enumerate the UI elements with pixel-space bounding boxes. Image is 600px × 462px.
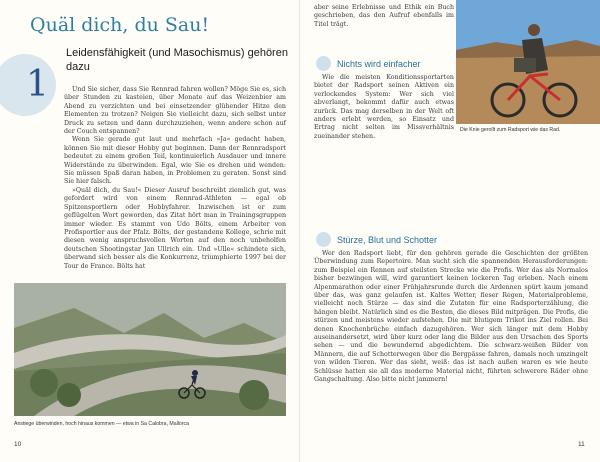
section1-text-wide [314,158,588,226]
desert-cyclist-photo [456,0,600,124]
right-photo-caption: Die Knie gerollt zum Radsport wie das Rad. [460,127,561,133]
intro-paragraph: »Quäl dich, du Sau!« Dieser Ausruf beschreibt ziemlich gut, was gefordert wird von einem Rennrad-Athleten — egal ob Spitzensportlern oder Hobbyfahrer. Inzwischen ist er zum geflügelten Wort geworden, das Zitat hört man in Trainingsgruppen immer wieder. Es stammt von Udo Bölts, einem Arbeiter von Profisportler aus der Pfalz. Bölts, der gestandene Kollege, schrie mit diesen wenig anspruchsvollen Worten auf den noch unbeholfen deutschen Shootingstar Jan Ullrich ein. Und »Ulle« schindete sich, überwand sich besser als die Konkurrenz, triumphierte 1997 bei der Tour de France. Bölts hat [64,186,286,270]
section-marker-icon [316,232,331,247]
desert-bike-image [456,0,600,124]
page-number-left: 10 [14,441,22,448]
section-heading-crashes: Stürze, Blut und Schotter [316,232,437,247]
chapter-title: Quäl dich, du Sau! [30,14,210,36]
chapter-number: 1 [26,64,49,105]
mountain-road-image [14,283,286,416]
left-photo-caption: Anstiege überwinden, hoch hinaus kommen — etwa in Sa Calobra, Mallorca [14,421,190,427]
chapter-subheading: Leidensfähigkeit (und Masochismus) gehören dazu [66,47,288,73]
cyclist-road-photo [14,283,286,416]
section-marker-icon [316,56,331,71]
section1-text-narrow: Wie die meisten Konditionssportarten bietet der Radsport seinen Aktiven ein verlockendes System: Wer sich viel abverlangt, bekommt dafür auch etwas zurück. Das mag derselben in der Welt oft anders erlebt werden, so Einsatz und Ertrag nicht selten im Missverhältnis zueinander stehen. [314,74,454,140]
top-paragraph: aber seine Erlebnisse und Ethik ein Buch geschrieben, das den Aufruf ebenfalls im Titel trägt. [314,4,454,28]
intro-paragraph: Und Sie sicher, dass Sie Rennrad fahren wollen? Möge Sie es, sich über Stunden zu kasteien, über Monate auf das Weizenbier am Abend zu verzichten und bei einsetzender glühender Hitze den Elementen zu trotzen? Neigen Sie vielleicht dazu, sich selbst unter Druck zu setzen und dann durchzuziehen, wenn andere schon auf der Couch entspannen? [64,86,286,136]
section-heading-easier: Nichts wird einfacher [316,56,421,71]
right-page [300,0,600,462]
page-number-right: 11 [578,441,585,448]
section2-text: Wer den Radsport liebt, für den gehören gerade die Geschichten der größten Überwindung zum Repertoire. Man sucht sich die spannenden Herausforderungen: zum Beispiel ein Rennen auf steilsten Strecke wie die Profis. Wer das als Normalos bisher bezwingen will, wird garantiert keinen lockeren Tag erleben. Nach einem Alpenmarathon oder einer Frühjahrsrunde durch die Ardennen spürt kaum jemand über das, was ganz gelaufen ist. Kaltes Wetter, fieser Regen, Materialprobleme, vielleicht noch Stürze — das sind die Zutaten für eine Radsporterzählung, die hängen bleibt. Natürlich sind es die Besten, die dieses Bild mitprägen. Die Profis, die stürzen und meistens wieder aufstehen. Die mit blutigem Trikot ins Ziel rollen. Bei denen Knochenbrüche einfach dazugehören. Wer sich länger mit dem Hobby auseinandersetzt, wird über kurz oder lang die Bilder aus den Ursachen des Sports sehen — und die bewundernd abgedichtem. Die schwarz-weißen Bilder von Männern, die auf Schotterwegen über die Bergpässe fahren, damals noch umzingelt von wilden Tieren. Wer das sieht, weiß: das ist nach außen waren es wie heute Schlüsse hatten sie all das moderne Material nicht, führten schwerere Räder ohne Gangschaltung. Also bitte nicht jammern! [314,250,588,384]
intro-paragraph: Wenn Sie gerade gut laut und mehrfach »Ja« gedacht haben, können Sie mit dieser Hobby gut beginnen. Dann der Rennradsport bedeutet zu einem großen Teil, kontinuierlich Ausdauer und innere Widerstände zu überwinden. Egal, wie Sie es drehen und wenden: Sie müssen Spaß daran haben, in Problemen zu geraten. Sonst sind Sie hier falsch. [64,136,286,186]
intro-text [64,86,286,271]
